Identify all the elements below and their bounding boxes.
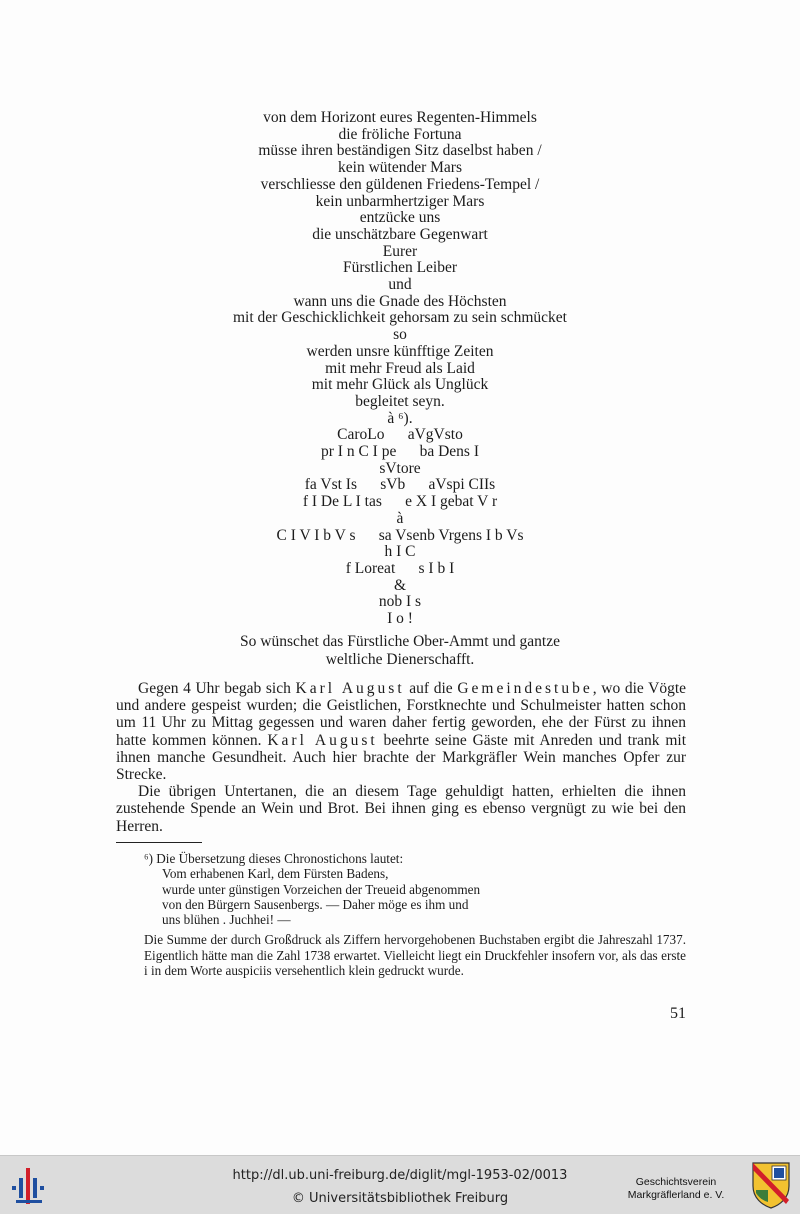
permalink-url[interactable]: http://dl.ub.uni-freiburg.de/diglit/mgl-1953-02/0013	[232, 1168, 568, 1183]
poem-line: mit mehr Freud als Laid	[325, 359, 475, 377]
poem-line: kein wütender Mars	[338, 159, 462, 177]
poem-line: f Loreat s I b I	[345, 559, 455, 577]
poem-line: müsse ihren beständigen Sitz daselbst haben /	[258, 142, 542, 160]
poem-line: von dem Horizont eures Regenten-Himmels	[263, 109, 537, 126]
poem-line: die fröliche Fortuna	[338, 125, 462, 143]
society-line: Geschichtsverein	[635, 1176, 717, 1188]
footnote-line: wurde unter günstigen Vorzeichen der Treueid abgenommen	[162, 881, 481, 897]
text-run: , wo die Vögte und andere gespeist wurden; die Geistlichen, Forstknechte und Schulmeister hatten schon um 11 Uhr zu Mittag gegessen und waren daher fertig geworden, ehe der Fürst zu ihnen hatte kommen können.	[116, 680, 687, 749]
copyright-notice: © Universitätsbibliothek Freiburg	[291, 1191, 509, 1206]
poem-line: fa Vst Is sVb aVspi CIIs	[304, 476, 496, 494]
closing-line: weltliche Dienerschafft.	[325, 651, 475, 668]
footnote	[116, 851, 686, 978]
spaced-name: Karl August	[295, 680, 405, 697]
poem-line: C I V I b V s sa Vsenb Vrgens I b Vs	[276, 526, 524, 544]
page-number: 51	[670, 1005, 686, 1022]
footnote-rule	[116, 842, 202, 843]
body-text	[116, 680, 686, 835]
poem-line: so	[393, 326, 407, 344]
paragraph	[116, 680, 686, 783]
poem-line: und	[388, 276, 412, 294]
poem-line: Fürstlichen Leiber	[342, 259, 458, 277]
society-line: Markgräflerland e. V.	[627, 1189, 725, 1201]
poem-line: wann uns die Gnade des Höchsten	[293, 292, 507, 310]
poem-line: h I C	[384, 543, 416, 561]
text-run: Gegen 4 Uhr begab sich	[138, 680, 296, 697]
poem-line: die unschätzbare Gegenwart	[312, 225, 488, 243]
viewer-footer	[0, 1155, 800, 1214]
poem-line: à	[396, 509, 404, 527]
poem-line: nob I s	[378, 593, 422, 611]
spaced-name: Karl August	[267, 731, 378, 749]
poem-line: mit mehr Glück als Unglück	[311, 376, 489, 394]
footnote-line: von den Bürgern Sausenbergs. — Daher möge es ihm und	[162, 896, 469, 912]
spaced-place: Gemeindestube	[457, 680, 593, 697]
text-run: beehrte seine Gäste mit Anreden und trank mit ihnen manche Gesundheit. Auch hier brachte der Markgräfler Wein manches Opfer zur Strecke.	[116, 731, 686, 784]
poem-line: à ⁶).	[387, 409, 413, 427]
poem-line: CaroLo aVgVsto	[337, 426, 463, 444]
poem-line: pr I n C I pe ba Dens I	[321, 443, 479, 461]
poem-line: werden unsre künfftige Zeiten	[306, 342, 494, 360]
coat-of-arms-icon[interactable]	[750, 1160, 792, 1210]
poem-line: f I De L I tas e X I gebat V r	[302, 493, 498, 511]
text-run: auf die	[404, 680, 458, 697]
footnote-line: uns blühen . Juchhei! —	[162, 912, 291, 928]
footnote-line: Vom erhabenen Karl, dem Fürsten Badens,	[162, 866, 389, 882]
poem-line: Eurer	[382, 242, 418, 260]
footnote-paragraph: Die Summe der durch Großdruck als Ziffern hervorgehobenen Buchstaben ergibt die Jahreszahl 1737. Eigentlich hätte man die Zahl 1738 erwartet. Vielleicht liegt ein Druckfehler insofern vor, als das erste i in dem Worte auspiciis versehentlich klein gedruckt wurde.	[144, 932, 686, 979]
closing-line: So wünschet das Fürstliche Ober-Ammt und gantze	[240, 633, 560, 650]
paragraph: Die übrigen Untertanen, die an diesem Tage gehuldigt hatten, erhielten die ihnen zustehende Spende an Wein und Brot. Bei ihnen ging es ebenso vergnügt zu wie bei den Herren.	[116, 783, 686, 835]
footnote-heading: ⁶) Die Übersetzung dieses Chronostichons lautet:	[144, 851, 404, 866]
society-name[interactable]	[608, 1176, 744, 1202]
poem-line: &	[393, 576, 407, 594]
poem-line: begleitet seyn.	[355, 392, 445, 410]
poem-line: entzücke uns	[359, 209, 441, 227]
poem-line: mit der Geschicklichkeit gehorsam zu sein schmücket	[232, 309, 567, 327]
poem-line: I o !	[387, 610, 413, 628]
closing-dedication	[0, 633, 800, 669]
poem-line: verschliesse den güldenen Friedens-Tempel /	[260, 175, 540, 193]
poem-line: kein unbarmhertziger Mars	[315, 192, 485, 210]
poem-line: sVtore	[379, 459, 421, 477]
chronostichon-poem	[0, 110, 800, 628]
footnote-translation	[116, 866, 686, 927]
